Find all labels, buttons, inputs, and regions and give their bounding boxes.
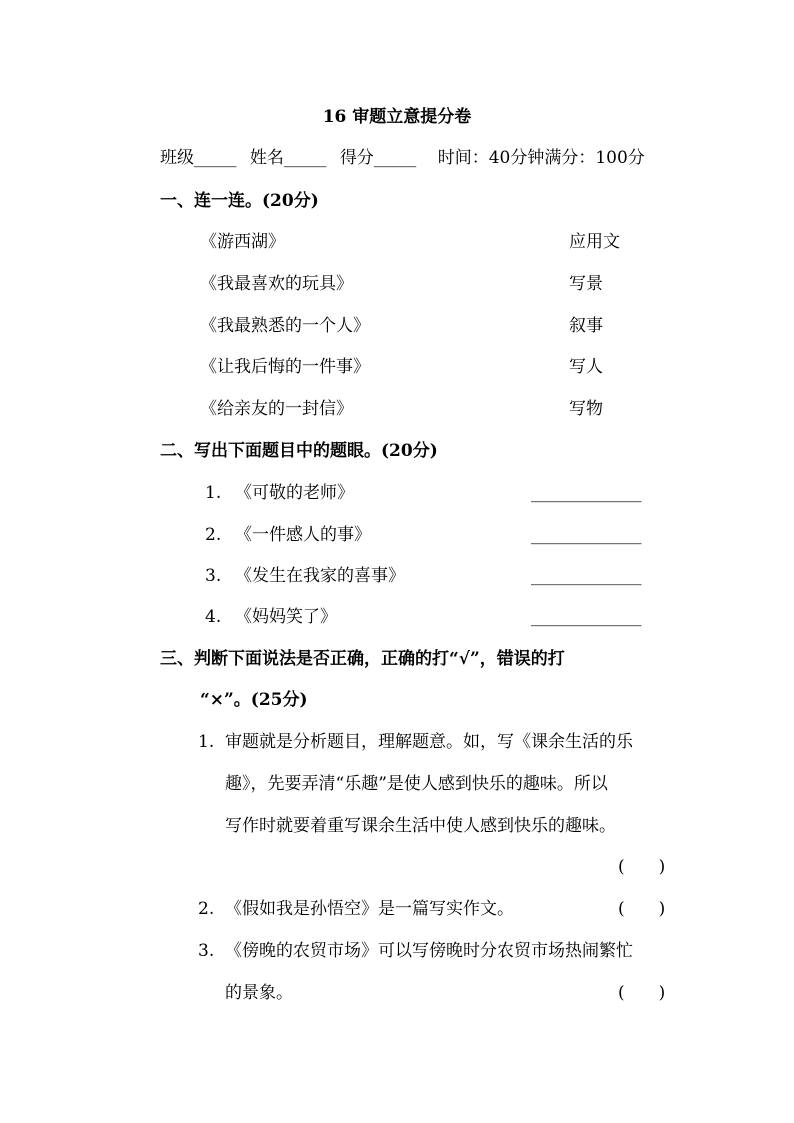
section3-heading-line1: 三、判断下面说法是否正确，正确的打“√”，错误的打: [160, 649, 565, 669]
full-score-label: 满分：100分: [544, 148, 645, 168]
question-text-line: 的景象。: [225, 983, 293, 1003]
answer-blank[interactable]: _____________: [531, 483, 642, 503]
section2-heading: 二、写出下面题目中的题眼。(20分): [160, 441, 438, 461]
match-right-item[interactable]: 写物: [569, 399, 603, 419]
answer-blank[interactable]: _____________: [531, 607, 642, 627]
score-field[interactable]: 得分_____: [339, 148, 417, 168]
question-text: 《可敬的老师》: [235, 483, 354, 503]
match-left-item[interactable]: 《我最喜欢的玩具》: [200, 274, 353, 294]
question-number: 3.: [198, 941, 215, 961]
header-info: [160, 150, 645, 167]
answer-parentheses[interactable]: ( ): [618, 857, 666, 877]
question-number: 2.: [205, 525, 222, 545]
answer-blank[interactable]: _____________: [531, 566, 642, 586]
answer-parentheses[interactable]: ( ): [618, 983, 666, 1003]
page-title: 16 审题立意提分卷: [322, 107, 472, 127]
question-text-line: 趣》，先要弄清“乐趣”是使人感到快乐的趣味。所以: [225, 774, 608, 794]
question-text: 《一件感人的事》: [235, 525, 371, 545]
question-text-line: 写作时就要着重写课余生活中使人感到快乐的趣味。: [225, 816, 616, 836]
question-number: 1.: [198, 732, 215, 752]
class-field[interactable]: 班级_____: [160, 148, 237, 168]
answer-parentheses[interactable]: ( ): [618, 899, 666, 919]
question-number: 1.: [205, 483, 222, 503]
question-text-line: 《傍晚的农贸市场》可以写傍晚时分农贸市场热闹繁忙: [225, 941, 633, 961]
question-number: 2.: [198, 899, 215, 919]
match-left-item[interactable]: 《游西湖》: [200, 232, 285, 252]
answer-blank[interactable]: _____________: [531, 525, 642, 545]
question-text-line: 《假如我是孙悟空》是一篇写实作文。: [225, 899, 514, 919]
match-right-item[interactable]: 应用文: [569, 232, 620, 252]
section3-heading-line2: “×”。(25分): [200, 690, 308, 710]
match-left-item[interactable]: 《我最熟悉的一个人》: [200, 316, 370, 336]
section1-heading: 一、连一连。(20分): [160, 191, 319, 211]
question-text: 《妈妈笑了》: [235, 607, 337, 627]
question-text-line: 审题就是分析题目，理解题意。如，写《课余生活的乐: [225, 732, 633, 752]
match-right-item[interactable]: 写景: [569, 274, 603, 294]
question-number: 3.: [205, 566, 222, 586]
match-right-item[interactable]: 写人: [569, 357, 603, 377]
match-left-item[interactable]: 《让我后悔的一件事》: [200, 357, 370, 377]
match-left-item[interactable]: 《给亲友的一封信》: [200, 399, 353, 419]
match-right-item[interactable]: 叙事: [569, 316, 603, 336]
question-number: 4.: [205, 607, 222, 627]
name-field[interactable]: 姓名_____: [249, 148, 327, 168]
question-text: 《发生在我家的喜事》: [235, 566, 405, 586]
time-label: 时间：40分钟: [437, 148, 545, 168]
